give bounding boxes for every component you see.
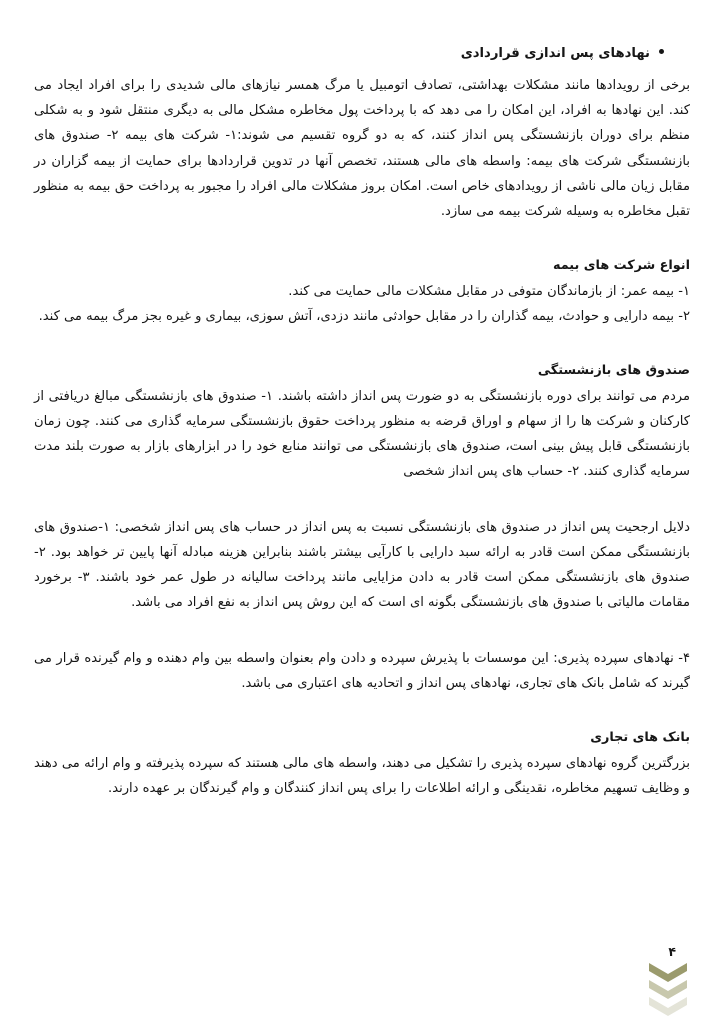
chevron-decoration	[649, 963, 687, 1021]
spacer	[34, 224, 690, 254]
spacer	[34, 485, 690, 515]
chevron-shape	[649, 997, 687, 1016]
deposit-institutions-paragraph: ۴- نهادهای سپرده پذیری: این موسسات با پذیرش سپرده و دادن وام بعنوان واسطه بین وام دهنده و وام گیرنده قرار می گیرند که شامل بانک های تجاری، نهادهای پس انداز و اتحادیه های اعتباری می باشد.	[34, 650, 690, 691]
page-footer	[0, 914, 724, 1024]
spacer	[34, 616, 690, 646]
section-title-insurance-types: انواع شرکت های بیمه	[552, 258, 690, 274]
section-title-pension-funds: صندوق های بازنشستگی	[537, 363, 690, 379]
spacer	[34, 329, 690, 359]
preference-reasons-paragraph: دلایل ارجحیت پس انداز در صندوق های بازنشستگی نسبت به پس انداز در حساب های پس انداز شخصی: ۱-صندوق های بازنشستگی ممکن است قادر به ارائه سبد دارایی با کارآیی بیشتر باشند بنابراین هزینه مبادله آنها پایین تر خواهد بود. ۲- صندوق های بازنشستگی ممکن است قادر به دادن مزایایی مانند پرداخت سالیانه در طول عمر خود باشند. ۳- برخورد مقامات مالیاتی با صندوق های بازنشستگی بگونه ای است که این روش پس انداز به نفع افراد می باشد.	[34, 519, 690, 611]
bullet-heading-label: نهادهای پس اندازی قراردادی	[460, 46, 650, 61]
commercial-banks-paragraph: بزرگترین گروه نهادهای سپرده پذیری را تشکیل می دهند، واسطه های مالی هستند که سپرده پذیرفته و وام ارائه می دهند و وظایف تسهیم مخاطره، نقدینگی و ارائه اطلاعات را برای پس انداز کنندگان و وام گیرندگان بر عهده دارند.	[34, 755, 690, 796]
intro-paragraph: برخی از رویدادها مانند مشکلات بهداشتی، تصادف اتومبیل یا مرگ همسر نیازهای مالی شدیدی را برای افراد ایجاد می کند. این نهادها به افراد، این امکان را می دهد که با پرداخت پول مخاطره مشکل مالی به دیگری منتقل شود و به شکلی منظم برای دوران بازنشستگی پس انداز کنند، که به دو گروه تقسیم می شوند:۱- شرکت های بیمه ۲- صندوق های بازنشستگی شرکت های بیمه: واسطه های مالی هستند، تخصص آنها در تدوین قراردادها برای حمایت از بیمه گزاران در مقابل زیان مالی ناشی از رویدادهای خاص است. امکان بروز مشکلات مالی افراد را مجبور به پرداخت حق بیمه به منظور تقبل مخاطره به وسیله شرکت بیمه می سازد.	[34, 77, 690, 220]
insurance-list-item-1: ۱- بیمه عمر: از بازماندگان متوفی در مقابل مشکلات مالی حمایت می کند.	[288, 283, 690, 299]
spacer	[34, 696, 690, 726]
section-title-commercial-banks: بانک های تجاری	[590, 730, 690, 746]
bullet-heading	[34, 44, 664, 64]
chevron-down-icon	[649, 997, 687, 1016]
insurance-list-item-2: ۲- بیمه دارایی و حوادث، بیمه گذاران را در مقابل حوادثی مانند دزدی، آتش سوزی، بیماری و غیره بجز مرگ بیمه می کند.	[38, 308, 690, 324]
page-number: ۴	[668, 943, 676, 959]
bullet-dot-icon	[659, 49, 664, 54]
pension-funds-paragraph: مردم می توانند برای دوره بازنشستگی به دو ضورت پس انداز داشته باشند. ۱- صندوق های بازنشستگی مبالغ دریافتی از کارکنان و شرکت ها را از سهام و اوراق قرضه به منظور پرداخت حقوق بازنشستگی سرمایه گذاری می کنند. چون زمان بازنشستگی قابل پیش بینی است، صندوق های بازنشستگی می توانند منابع خود را در ابزارهای بازار به صورت بلند مدت سرمایه گذاری کنند. ۲- حساب های پس انداز شخصی	[34, 388, 691, 480]
